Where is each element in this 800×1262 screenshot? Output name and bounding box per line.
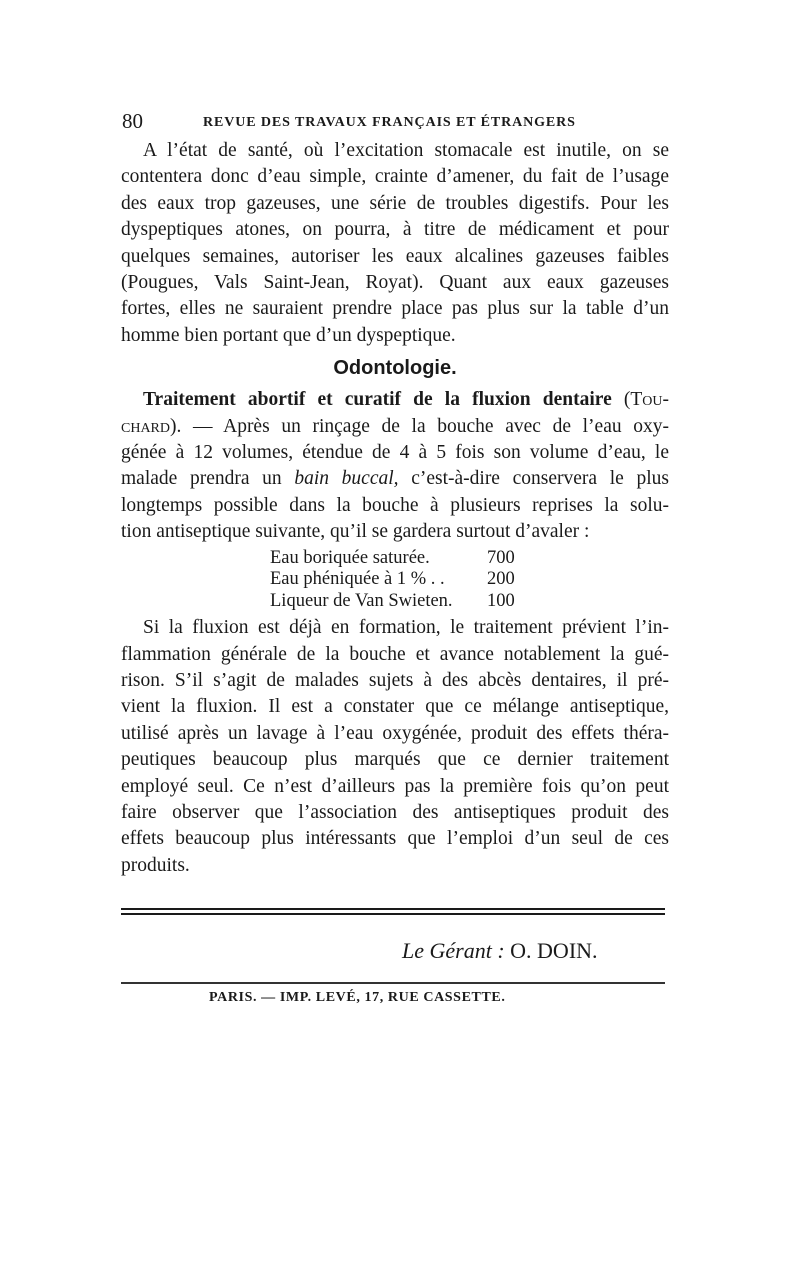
text-line: contentera donc d’eau simple, crainte d’amener, du fait de l’usage — [121, 166, 669, 188]
recipe-quantity: 200 — [487, 569, 515, 590]
text-line: rison. S’il s’agit de malades sujets à des abcès dentaires, il pré- — [121, 670, 669, 691]
recipe-row — [270, 569, 669, 591]
text-line: tion antiseptique suivante, qu’il se gardera surtout d’avaler : — [121, 521, 590, 543]
article-paragraph — [121, 387, 669, 545]
text-line: flammation générale de la bouche et avance notablement la gué- — [121, 643, 669, 665]
divider — [121, 982, 665, 984]
section-title: Odontologie. — [333, 357, 457, 380]
text-fragment: — Après un rinçage de la bouche avec de l’eau oxy- — [181, 415, 669, 437]
text-line: employé seul. Ce n’est d’ailleurs pas la première fois qu’on peut — [121, 775, 669, 797]
italic-term: bain buccal, — [294, 468, 399, 490]
article-title: Traitement abortif et curatif de la fluxion dentaire — [143, 389, 612, 411]
text-line: génée à 12 volumes, étendue de 4 à 5 fois son volume d’eau, le — [121, 442, 669, 464]
divider — [121, 908, 665, 910]
text-line: (Pougues, Vals Saint-Jean, Royat). Quant aux eaux gazeuses — [121, 272, 669, 294]
recipe-quantity: 700 — [487, 547, 515, 568]
printer-imprint: PARIS. — IMP. LEVÉ, 17, RUE CASSETTE. — [209, 990, 506, 1005]
page-header — [121, 108, 669, 138]
text-line: produits. — [121, 854, 190, 876]
recipe-quantity: 100 — [487, 590, 515, 611]
text-line: homme bien portant que d’un dyspeptique. — [121, 324, 456, 346]
text-line: peutiques beaucoup plus marqués que ce dernier traitement — [121, 749, 669, 771]
text-line: effets beaucoup plus intéressants que l’emploi d’un seul de ces — [121, 828, 669, 850]
text-line: utilisé après un lavage à l’eau oxygénée, produit des effets théra- — [121, 722, 669, 744]
recipe-ingredient: Eau boriquée saturée. — [270, 547, 430, 568]
text-fragment: c’est-à-dire conservera le plus — [398, 468, 669, 490]
closing-paragraph — [121, 615, 669, 879]
signature — [402, 938, 598, 964]
article-author-end: chard). — [121, 415, 182, 437]
text-fragment: malade prendra un — [121, 468, 295, 490]
page-body — [121, 108, 669, 879]
running-title: REVUE DES TRAVAUX FRANÇAIS ET ÉTRANGERS — [203, 115, 576, 130]
recipe-ingredient: Eau phéniquée à 1 % . . — [270, 569, 445, 590]
signature-label: Le Gérant : — [402, 938, 505, 963]
recipe-row — [270, 591, 669, 613]
text-line: A l’état de santé, où l’excitation stomacale est inutile, on se — [143, 140, 669, 161]
text-line: faire observer que l’association des antiseptiques produit des — [121, 802, 669, 824]
text-line: quelques semaines, autoriser les eaux alcalines gazeuses faibles — [121, 245, 669, 267]
recipe-list — [270, 548, 669, 613]
article-author: (Tou- — [623, 389, 669, 411]
article-title-line — [121, 387, 669, 413]
text-line — [121, 414, 669, 440]
text-line: fortes, elles ne sauraient prendre place pas plus sur la table d’un — [121, 298, 669, 320]
signature-name: O. DOIN. — [504, 938, 598, 963]
page-number: 80 — [122, 109, 143, 133]
text-line: longtemps possible dans la bouche à plusieurs reprises la solu- — [121, 494, 669, 516]
text-line: dyspeptiques atones, on pourra, à titre de médicament et pour — [121, 219, 669, 241]
text-line: des eaux trop gazeuses, une série de troubles digestifs. Pour les — [121, 192, 669, 214]
recipe-ingredient: Liqueur de Van Swieten. — [270, 590, 453, 611]
text-line: vient la fluxion. Il est a constater que ce mélange antiseptique, — [121, 696, 669, 718]
text-line: Si la fluxion est déjà en formation, le traitement prévient l’in- — [143, 617, 669, 639]
double-rule — [121, 908, 665, 918]
text-line — [121, 466, 669, 492]
intro-paragraph — [121, 138, 669, 349]
divider — [121, 913, 665, 915]
recipe-row — [270, 548, 669, 570]
